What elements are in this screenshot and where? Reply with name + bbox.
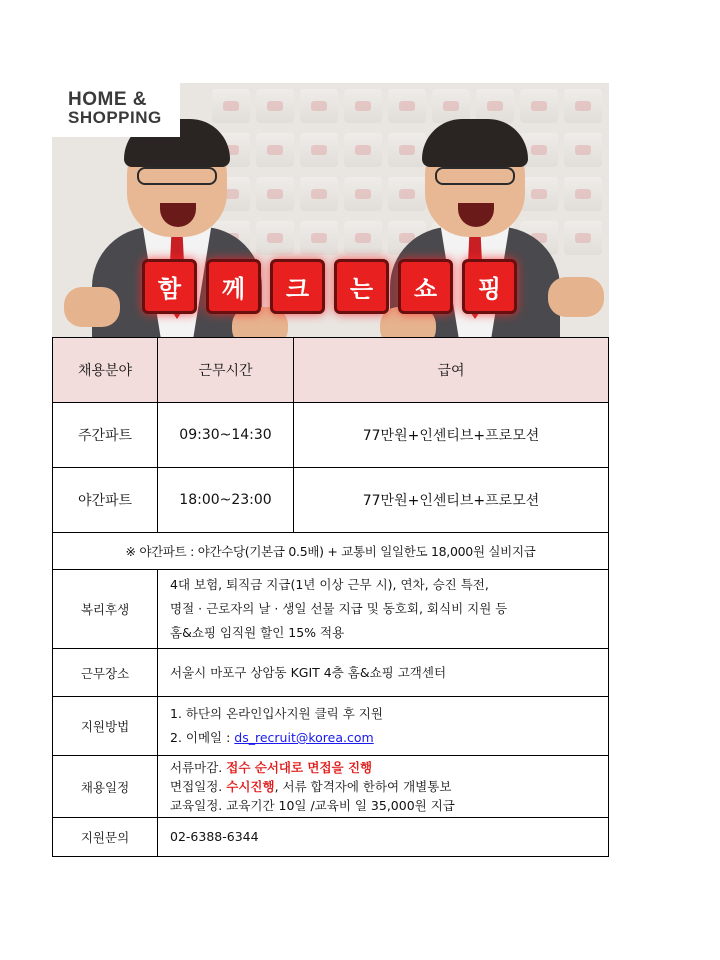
welfare-line: 4대 보험, 퇴직금 지급(1년 이상 근무 시), 연차, 승진 특전, xyxy=(170,577,489,592)
apply-method-label: 지원방법 xyxy=(53,697,158,756)
slogan-tile: 핑 xyxy=(462,259,517,314)
slogan-tile: 함 xyxy=(142,259,197,314)
header-hours: 근무시간 xyxy=(158,338,294,403)
email-link[interactable]: ds_recruit@korea.com xyxy=(234,730,374,745)
table-header-row xyxy=(53,338,609,403)
schedule-line-docs xyxy=(170,758,608,777)
apply-method-value xyxy=(158,697,609,756)
slogan-tile: 는 xyxy=(334,259,389,314)
welfare-row xyxy=(53,570,609,649)
schedule-docs-prefix: 서류마감. xyxy=(170,760,227,775)
apply-email-prefix: 2. 이메일 : xyxy=(170,730,235,745)
header-pay: 급여 xyxy=(294,338,609,403)
workplace-label: 근무장소 xyxy=(53,649,158,697)
schedule-line-training: 교육일정. 교육기간 10일 /교육비 일 35,000원 지급 xyxy=(170,798,455,813)
contact-row xyxy=(53,818,609,857)
home-shopping-logo xyxy=(52,83,180,137)
schedule-docs-highlight: 접수 순서대로 면접을 진행 xyxy=(226,760,373,775)
schedule-row xyxy=(53,756,609,818)
row-pay: 77만원+인센티브+프로모션 xyxy=(294,468,609,533)
table-row xyxy=(53,403,609,468)
schedule-label: 채용일정 xyxy=(53,756,158,818)
slogan-tiles xyxy=(142,259,517,314)
night-allowance-note: ※ 야간파트 : 야간수당(기본급 0.5배) + 교통비 일일한도 18,000원 실비지급 xyxy=(53,533,609,570)
logo-text-top: HOME & xyxy=(68,89,147,110)
apply-email-line xyxy=(170,726,608,750)
row-pay: 77만원+인센티브+프로모션 xyxy=(294,403,609,468)
hero-banner xyxy=(52,83,609,340)
apply-method-row xyxy=(53,697,609,756)
row-hours: 18:00~23:00 xyxy=(158,468,294,533)
slogan-tile: 크 xyxy=(270,259,325,314)
apply-online-line: 1. 하단의 온라인입사지원 클릭 후 지원 xyxy=(170,706,383,721)
workplace-row xyxy=(53,649,609,697)
schedule-interview-prefix: 면접일정. xyxy=(170,779,227,794)
logo-text-bottom: SHOPPING xyxy=(68,108,162,127)
row-field: 야간파트 xyxy=(53,468,158,533)
welfare-line: 홈&쇼핑 임직원 할인 15% 적용 xyxy=(170,625,345,640)
welfare-label: 복리후생 xyxy=(53,570,158,649)
schedule-value xyxy=(158,756,609,818)
row-hours: 09:30~14:30 xyxy=(158,403,294,468)
schedule-interview-highlight: 수시진행 xyxy=(226,779,275,794)
workplace-value: 서울시 마포구 상암동 KGIT 4층 홈&쇼핑 고객센터 xyxy=(158,649,609,697)
table-row xyxy=(53,468,609,533)
schedule-line-interview xyxy=(170,777,608,796)
welfare-value xyxy=(158,570,609,649)
header-field: 채용분야 xyxy=(53,338,158,403)
contact-phone: 02-6388-6344 xyxy=(158,818,609,857)
slogan-tile: 쇼 xyxy=(398,259,453,314)
welfare-line: 명절 · 근로자의 날 · 생일 선물 지급 및 동호회, 회식비 지원 등 xyxy=(170,601,508,616)
slogan-tile: 께 xyxy=(206,259,261,314)
night-allowance-note-row xyxy=(53,533,609,570)
schedule-interview-suffix: , 서류 합격자에 한하여 개별통보 xyxy=(274,779,452,794)
recruitment-table xyxy=(52,337,609,857)
row-field: 주간파트 xyxy=(53,403,158,468)
contact-label: 지원문의 xyxy=(53,818,158,857)
